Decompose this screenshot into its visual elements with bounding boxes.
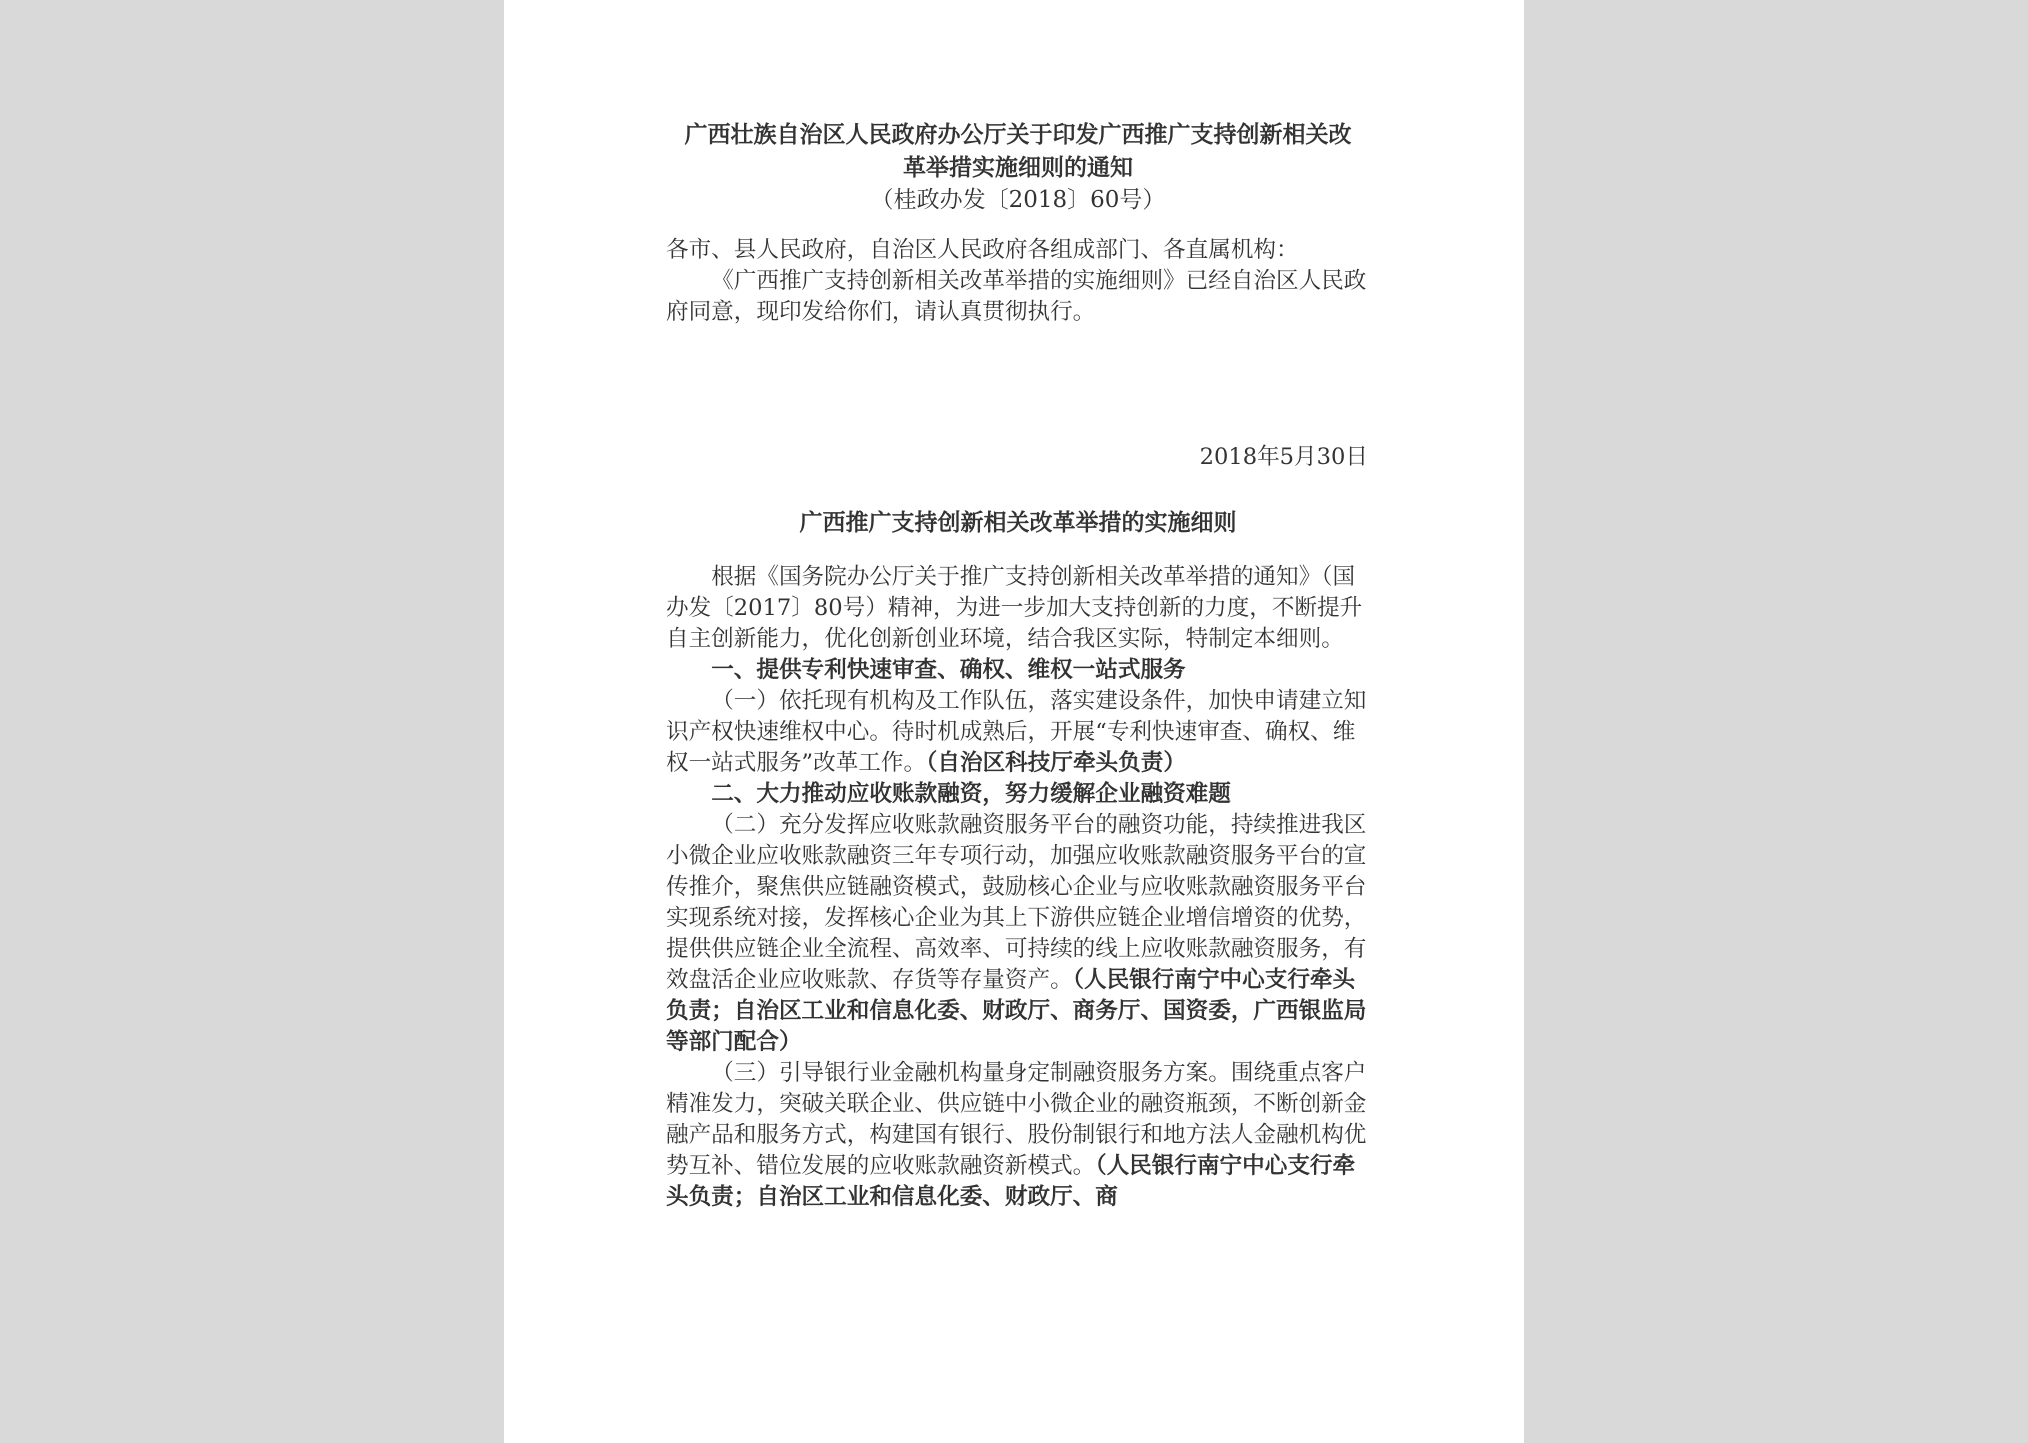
item3-responsible: （人民银行南宁中心支行牵头负责；自治区工业和信息化委、财政厅、商 — [666, 1153, 1356, 1210]
item3-text: （三）引导银行业金融机构量身定制融资服务方案。围绕重点客户精准发力，突破关联企业、供应链中小微企业的融资瓶颈，不断创新金融产品和服务方式，构建国有银行、股份制银行和地方法人金融机构优势互补、错位发展的应收账款融资新模式。 — [666, 1060, 1367, 1179]
section1-heading: 一、提供专利快速审查、确权、维权一站式服务 — [711, 657, 1186, 683]
item1-text: （一）依托现有机构及工作队伍，落实建设条件，加快申请建立知识产权快速维权中心。待时机成熟后，开展“专利快速审查、确权、维权一站式服务”改革工作。 — [666, 688, 1367, 776]
rules-title: 广西推广支持创新相关改革举措的实施细则 — [799, 509, 1237, 536]
notice-title — [666, 118, 1370, 217]
rules-intro: 根据《国务院办公厅关于推广支持创新相关改革举措的通知》（国办发〔2017〕80号）精神，为进一步加大支持创新的力度，不断提升自主创新能力，优化创新创业环境，结合我区实际，特制定本细则。 — [666, 564, 1363, 652]
notice-doc-number: （桂政办发〔2018〕60号） — [870, 187, 1166, 213]
item1-responsible: （自治区科技厅牵头负责） — [926, 750, 1186, 776]
notice-date: 2018年5月30日 — [1199, 444, 1368, 470]
item2-responsible: （人民银行南宁中心支行牵头负责；自治区工业和信息化委、财政厅、商务厅、国资委，广西银监局等部门配合） — [666, 967, 1367, 1055]
notice-body: 《广西推广支持创新相关改革举措的实施细则》已经自治区人民政府同意，现印发给你们，请认真贯彻执行。 — [666, 268, 1367, 325]
notice-addressee: 各市、县人民政府，自治区人民政府各组成部门、各直属机构： — [666, 237, 1299, 263]
item2-paragraph — [666, 810, 1370, 1058]
notice-title-line2: 革举措实施细则的通知 — [903, 154, 1133, 181]
page-content — [666, 118, 1370, 1213]
document-page — [504, 0, 1524, 1443]
item1-paragraph — [666, 686, 1370, 779]
item2-text: （二）充分发挥应收账款融资服务平台的融资功能，持续推进我区小微企业应收账款融资三年专项行动，加强应收账款融资服务平台的宣传推介，聚焦供应链融资模式，鼓励核心企业与应收账款融资服务平台实现系统对接，发挥核心企业为其上下游供应链企业增信增资的优势，提供供应链企业全流程、高效率、可持续的线上应收账款融资服务，有效盘活企业应收账款、存货等存量资产。 — [666, 812, 1367, 993]
section2-heading: 二、大力推动应收账款融资，努力缓解企业融资难题 — [711, 781, 1231, 807]
item3-paragraph — [666, 1058, 1370, 1213]
notice-title-line1: 广西壮族自治区人民政府办公厅关于印发广西推广支持创新相关改 — [684, 121, 1352, 148]
